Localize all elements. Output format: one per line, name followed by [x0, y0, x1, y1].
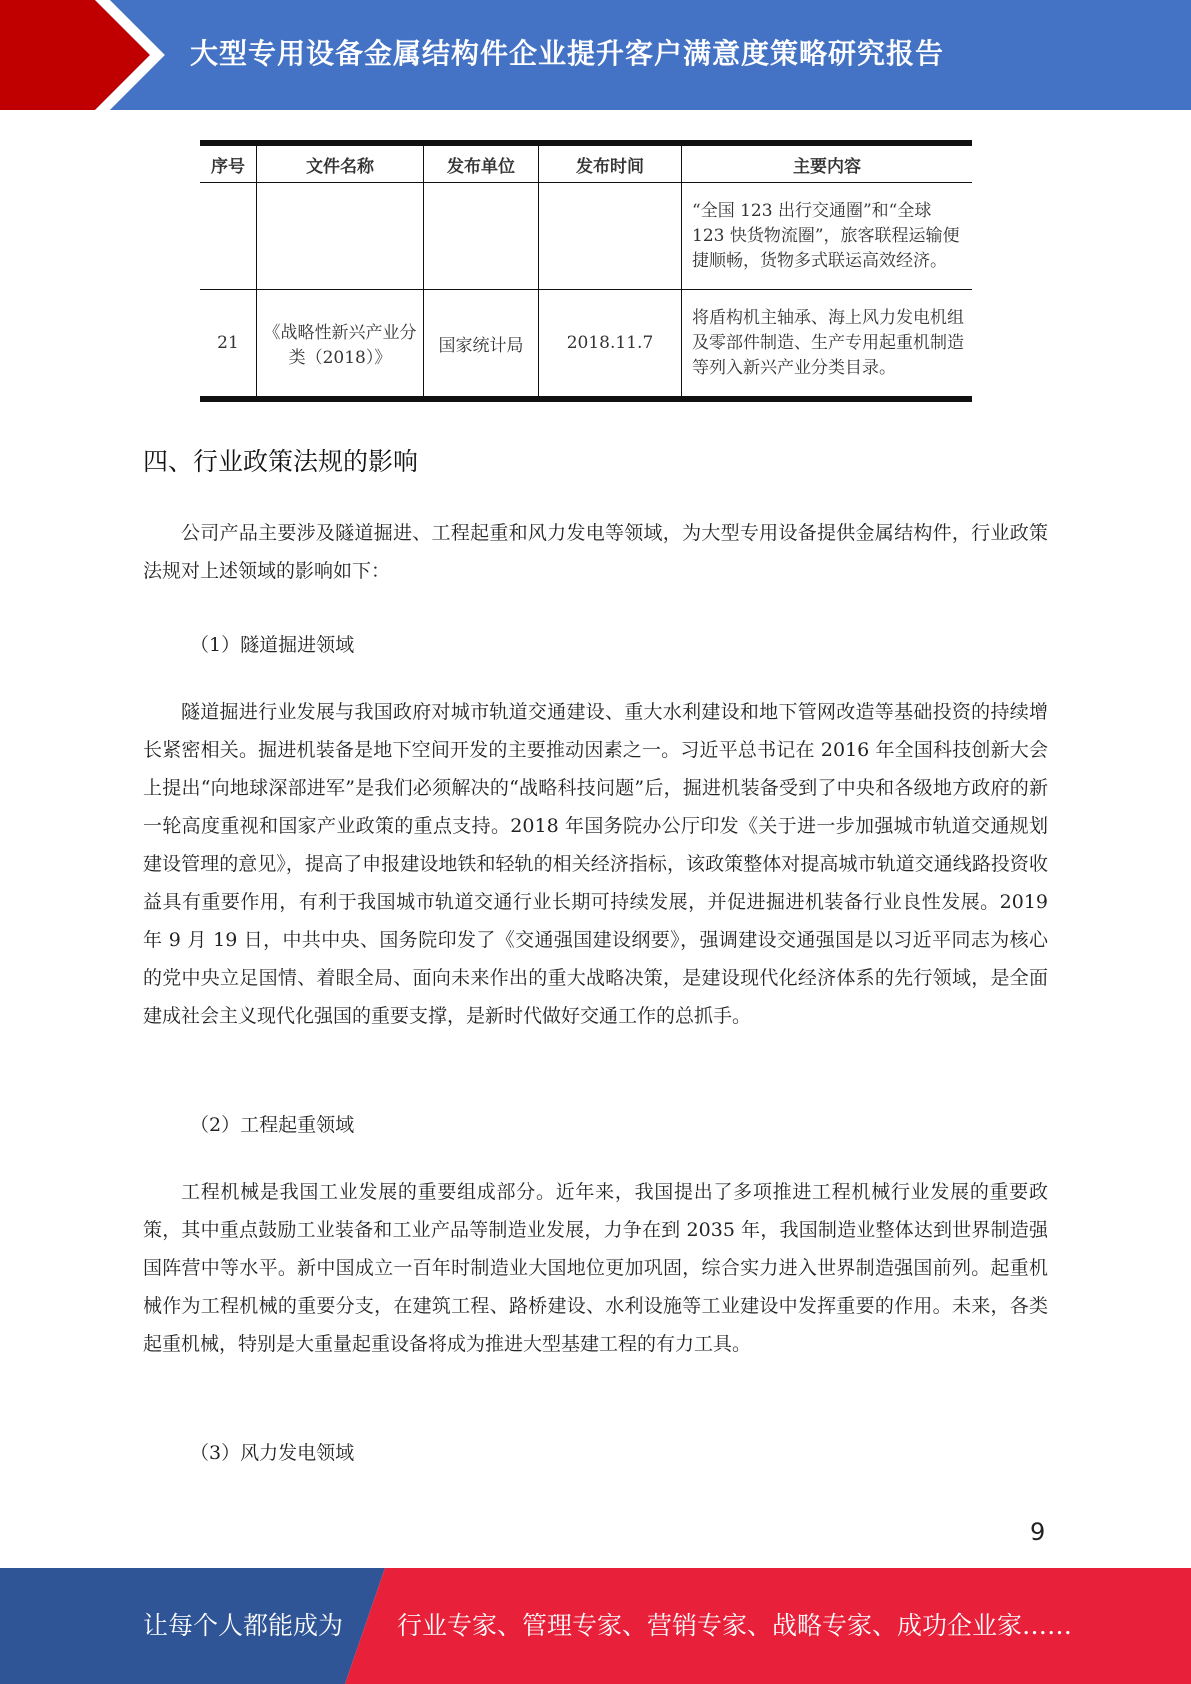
cell-name [257, 183, 424, 290]
cell-date: 2018.11.7 [539, 290, 682, 400]
subheading-tunneling: （1）隧道掘进领域 [190, 634, 355, 656]
footer-slogan-left: 让每个人都能成为 [143, 1611, 344, 1640]
paragraph-lifting: 工程机械是我国工业发展的重要组成部分。近年来，我国提出了多项推进工程机械行业发展的重要政策，其中重点鼓励工业装备和工业产品等制造业发展，力争在到 2035 年，我国制造业整体达到世界制造强国阵营中等水平。新中国成立一百年时制造业大国地位更加巩固，综合实力进入世界制造强国前列。起重机械作为工程机械的重要分支，在建筑工程、路桥建设、水利设施等工业建设中发挥重要的作用。未来，各类起重机械，特别是大重量起重设备将成为推进大型基建工程的有力工具。 [143, 1181, 1048, 1355]
cell-no [200, 183, 257, 290]
table-header-row [200, 143, 972, 183]
header-date: 发布时间 [539, 143, 682, 183]
page-number: 9 [1030, 1518, 1046, 1546]
header-title: 大型专用设备金属结构件企业提升客户满意度策略研究报告 [190, 37, 945, 70]
table-row [200, 183, 972, 290]
header-content: 主要内容 [682, 143, 973, 183]
header-no: 序号 [200, 143, 257, 183]
paragraph-tunneling: 隧道掘进行业发展与我国政府对城市轨道交通建设、重大水利建设和地下管网改造等基础投资的持续增长紧密相关。掘进机装备是地下空间开发的主要推动因素之一。习近平总书记在 2016 年全国科技创新大会上提出“向地球深部进军”是我们必须解决的“战略科技问题”后，掘进机装备受到了中央和各级地方政府的新一轮高度重视和国家产业政策的重点支持。2018 年国务院办公厅印发《关于进一步加强城市轨道交通规划建设管理的意见》，提高了申报建设地铁和轻轨的相关经济指标，该政策整体对提高城市轨道交通线路投资收益具有重要作用，有利于我国城市轨道交通行业长期可持续发展，并促进掘进机装备行业良性发展。2019 年 9 月 19 日，中共中央、国务院印发了《交通强国建设纲要》，强调建设交通强国是以习近平同志为核心的党中央立足国情、着眼全局、面向未来作出的重大战略决策，是建设现代化经济体系的先行领域，是全面建成社会主义现代化强国的重要支撑，是新时代做好交通工作的总抓手。 [143, 701, 1048, 1027]
cell-unit: 国家统计局 [424, 290, 539, 400]
cell-date [539, 183, 682, 290]
cell-name: 《战略性新兴产业分类（2018）》 [257, 290, 424, 400]
cell-content: 将盾构机主轴承、海上风力发电机组及零部件制造、生产专用起重机制造等列入新兴产业分类目录。 [682, 290, 973, 400]
page-footer [0, 1568, 1191, 1684]
footer-slogan-right: 行业专家、管理专家、营销专家、战略专家、成功企业家…… [397, 1611, 1073, 1640]
page-header [0, 0, 1191, 110]
policy-table [200, 140, 972, 402]
cell-content: “全国 123 出行交通圈”和“全球 123 快货物流圈”，旅客联程运输便捷顺畅，货物多式联运高效经济。 [682, 183, 973, 290]
intro-paragraph: 公司产品主要涉及隧道掘进、工程起重和风力发电等领域，为大型专用设备提供金属结构件，行业政策法规对上述领域的影响如下： [143, 522, 1048, 582]
subheading-wind-power: （3）风力发电领域 [190, 1442, 355, 1464]
header-issuer: 发布单位 [424, 143, 539, 183]
table-row [200, 290, 972, 400]
header-doc-name: 文件名称 [257, 143, 424, 183]
cell-no: 21 [200, 290, 257, 400]
section-heading: 四、行业政策法规的影响 [143, 447, 419, 476]
subheading-lifting: （2）工程起重领域 [190, 1114, 355, 1136]
cell-unit [424, 183, 539, 290]
